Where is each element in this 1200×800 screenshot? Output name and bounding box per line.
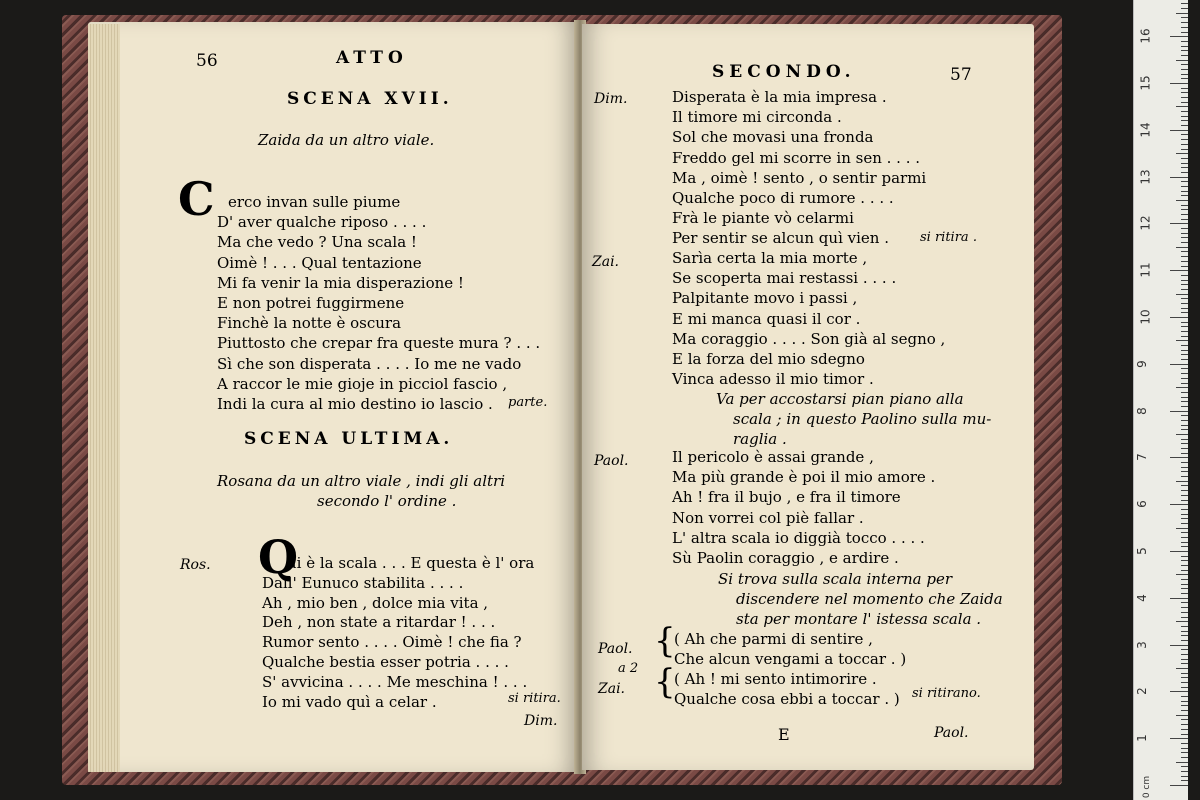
ruler-tick	[1181, 242, 1188, 243]
ruler-tick	[1181, 710, 1188, 711]
verse-line: erco invan sulle piume	[228, 193, 401, 211]
ruler-tick	[1181, 78, 1188, 79]
ruler-tick	[1181, 139, 1188, 140]
scene-last-title: SCENA ULTIMA.	[244, 429, 454, 449]
ruler-tick	[1181, 322, 1188, 323]
ruler-tick	[1181, 275, 1188, 276]
ruler-tick	[1181, 383, 1188, 384]
stage-direction-line: Si trova sulla scala interna per	[718, 570, 953, 588]
right-catchword: Paol.	[934, 725, 969, 741]
ruler-number: 3	[1134, 640, 1149, 649]
ruler-tick	[1181, 69, 1188, 70]
left-catchword: Dim.	[524, 713, 558, 729]
verse-line: Vinca adesso il mio timor .	[672, 370, 874, 389]
ruler-tick	[1181, 233, 1188, 234]
verse-line: D' aver qualche riposo . . . .	[217, 213, 427, 232]
ruler-tick	[1181, 74, 1188, 75]
verse-line: L' altra scala io diggià tocco . . . .	[672, 528, 925, 547]
ruler-tick	[1170, 598, 1188, 599]
ruler-tick	[1176, 481, 1188, 482]
ruler-tick	[1181, 476, 1188, 477]
verse-line: Qualche cosa ebbi a toccar . )	[674, 690, 900, 708]
ruler-tick	[1181, 280, 1188, 281]
duet-exit: si ritirano.	[912, 686, 981, 701]
ruler-tick	[1181, 705, 1188, 706]
ruler-tick	[1170, 691, 1188, 692]
ruler-tick	[1181, 448, 1188, 449]
ruler-tick	[1181, 8, 1188, 9]
ruler-tick	[1176, 294, 1188, 295]
ruler-tick	[1181, 607, 1188, 608]
ruler-tick	[1181, 640, 1188, 641]
ruler-tick	[1181, 214, 1188, 215]
ruler-tick	[1181, 500, 1188, 501]
ruler-tick	[1181, 439, 1188, 440]
ruler-tick	[1181, 429, 1188, 430]
ruler-tick	[1181, 757, 1188, 758]
verse-line: Freddo gel mi scorre in sen . . . .	[672, 148, 921, 167]
verse-line: Indi la cura al mio destino io lascio .	[217, 395, 493, 413]
ruler-tick	[1181, 462, 1188, 463]
ruler-tick	[1176, 762, 1188, 763]
verse-line: Io mi vado quì a celar .	[262, 692, 437, 711]
ruler-tick	[1176, 387, 1188, 388]
duet-speaker-1: Paol.	[598, 641, 633, 657]
ruler-tick	[1181, 88, 1188, 89]
verse-line: ui è la scala . . . E questa è l' ora	[287, 554, 535, 572]
right-running-head: SECONDO.	[712, 62, 856, 82]
ruler-tick	[1181, 326, 1188, 327]
ruler-tick	[1181, 420, 1188, 421]
ruler-tick	[1181, 331, 1188, 332]
verse-line: Piuttosto che crepar fra queste mura ? . . .	[217, 334, 541, 353]
ruler-tick	[1181, 392, 1188, 393]
signature-mark: E	[778, 725, 790, 744]
scene-last-direction-2: secondo l' ordine .	[317, 492, 457, 510]
ruler-tick	[1181, 41, 1188, 42]
verse-line: Sarìa certa la mia morte ,	[672, 249, 868, 267]
measuring-ruler	[1133, 0, 1188, 800]
ruler-tick	[1170, 738, 1188, 739]
ruler-tick	[1170, 457, 1188, 458]
ruler-tick	[1176, 13, 1188, 14]
ruler-tick	[1181, 46, 1188, 47]
ruler-tick	[1181, 565, 1188, 566]
ruler-tick	[1181, 780, 1188, 781]
ruler-tick	[1170, 36, 1188, 37]
verse-line: Il timore mi circonda .	[672, 108, 842, 127]
stage-direction-line: discendere nel momento che Zaida	[736, 590, 1003, 608]
duet-a2: a 2	[618, 661, 639, 676]
ruler-tick	[1181, 752, 1188, 753]
ruler-tick	[1181, 378, 1188, 379]
ruler-number: 10	[1138, 309, 1153, 325]
ruler-tick	[1181, 256, 1188, 257]
ruler-tick	[1181, 111, 1188, 112]
ruler-number: 2	[1134, 687, 1149, 696]
scene-17-exit: parte.	[508, 395, 548, 410]
ruler-tick	[1181, 251, 1188, 252]
ruler-tick	[1181, 64, 1188, 65]
ruler-tick	[1181, 654, 1188, 655]
verse-line: E non potrei fuggirmene	[217, 294, 405, 312]
ruler-number: 12	[1138, 215, 1153, 232]
ruler-unit: 0 cm	[1142, 775, 1153, 799]
verse-line: S' avvicina . . . . Me meschina ! . . .	[262, 672, 528, 691]
ruler-number: 11	[1138, 262, 1153, 278]
verse-line: Mi fa venir la mia disperazione !	[217, 273, 464, 292]
verse-line: Non vorrei col piè fallar .	[672, 508, 864, 527]
ruler-tick	[1181, 289, 1188, 290]
ruler-tick	[1181, 308, 1188, 309]
ruler-tick	[1181, 144, 1188, 145]
ruler-tick	[1181, 556, 1188, 557]
ruler-number: 5	[1134, 547, 1149, 555]
ruler-tick	[1181, 163, 1188, 164]
ruler-tick	[1181, 719, 1188, 720]
ruler-tick	[1181, 186, 1188, 187]
ruler-tick	[1170, 317, 1188, 318]
left-page-number: 56	[196, 51, 218, 71]
verse-line: Che alcun vengami a toccar . )	[674, 650, 907, 668]
verse-line: Sì che son disperata . . . . Io me ne vado	[217, 354, 522, 373]
ruler-tick	[1181, 588, 1188, 589]
ruler-tick	[1181, 345, 1188, 346]
ruler-tick	[1176, 60, 1188, 61]
ruler-tick	[1181, 350, 1188, 351]
ruler-tick	[1181, 471, 1188, 472]
ruler-tick	[1181, 659, 1188, 660]
ruler-tick	[1181, 55, 1188, 56]
ruler-tick	[1181, 359, 1188, 360]
ruler-tick	[1181, 125, 1188, 126]
ruler-tick	[1181, 373, 1188, 374]
ruler-tick	[1181, 546, 1188, 547]
ruler-tick	[1181, 172, 1188, 173]
ruler-number: 4	[1134, 593, 1149, 602]
ruler-number: 16	[1138, 28, 1153, 44]
ruler-tick	[1181, 734, 1188, 735]
dim-exit: si ritira .	[920, 230, 977, 245]
ruler-tick	[1176, 434, 1188, 435]
ruler-tick	[1181, 284, 1188, 285]
ruler-tick	[1181, 181, 1188, 182]
scene-17-title: SCENA XVII.	[287, 89, 453, 109]
ruler-tick	[1181, 228, 1188, 229]
ruler-tick	[1181, 27, 1188, 28]
ruler-tick	[1176, 106, 1188, 107]
stage-direction-line: raglia .	[733, 430, 787, 448]
ruler-number: 15	[1138, 75, 1153, 91]
ruler-tick	[1181, 158, 1188, 159]
ruler-tick	[1170, 223, 1188, 224]
ruler-tick	[1181, 97, 1188, 98]
ruler-tick	[1181, 467, 1188, 468]
ruler-tick	[1181, 612, 1188, 613]
stage-direction-line: sta per montare l' istessa scala .	[736, 610, 982, 628]
page-edges	[88, 24, 120, 772]
verse-line: Ah ! fra il bujo , e fra il timore	[672, 488, 901, 507]
stage-direction-line: Va per accostarsi pian piano alla	[716, 390, 964, 408]
ruler-tick	[1170, 177, 1188, 178]
right-page-number: 57	[950, 65, 972, 85]
verse-line: Per sentir se alcun quì vien .	[672, 229, 889, 248]
verse-line: Ah , mio ben , dolce mia vita ,	[262, 593, 489, 612]
ruler-tick	[1181, 453, 1188, 454]
verse-line: Finchè la notte è oscura	[217, 314, 402, 333]
ruler-tick	[1181, 509, 1188, 510]
ruler-tick	[1181, 729, 1188, 730]
ruler-tick	[1181, 514, 1188, 515]
ros-exit: si ritira.	[508, 691, 561, 706]
ruler-tick	[1181, 537, 1188, 538]
ruler-tick	[1170, 551, 1188, 552]
verse-line: ( Ah ! mi sento intimorire .	[674, 670, 877, 688]
verse-line: Se scoperta mai restassi . . . .	[672, 269, 897, 288]
ruler-tick	[1181, 205, 1188, 206]
ruler-tick	[1176, 200, 1188, 201]
ruler-tick	[1170, 645, 1188, 646]
verse-line: Ma più grande è poi il mio amore .	[672, 468, 936, 487]
verse-line: ( Ah che parmi di sentire ,	[674, 630, 873, 648]
ruler-tick	[1181, 523, 1188, 524]
ruler-tick	[1181, 490, 1188, 491]
ruler-tick	[1176, 528, 1188, 529]
ruler-tick	[1181, 312, 1188, 313]
ruler-tick	[1181, 593, 1188, 594]
ruler-tick	[1181, 167, 1188, 168]
ruler-tick	[1176, 153, 1188, 154]
ruler-number: 9	[1134, 359, 1149, 368]
verse-line: Ma coraggio . . . . Son già al segno ,	[672, 329, 946, 348]
ruler-tick	[1181, 560, 1188, 561]
ruler-tick	[1181, 748, 1188, 749]
verse-line: Qualche bestia esser potria . . . .	[262, 653, 509, 671]
ruler-tick	[1181, 485, 1188, 486]
verse-line: Palpitante movo i passi ,	[672, 289, 858, 308]
ruler-tick	[1181, 237, 1188, 238]
ruler-tick	[1181, 771, 1188, 772]
ruler-number: 14	[1138, 122, 1153, 138]
ruler-tick	[1181, 397, 1188, 398]
verse-line: Sol che movasi una fronda	[672, 128, 874, 147]
scene-17-dropcap: C	[178, 172, 215, 226]
ruler-tick	[1181, 682, 1188, 683]
brace-2: {	[654, 662, 676, 702]
ruler-tick	[1181, 443, 1188, 444]
speaker-ros: Ros.	[180, 557, 211, 573]
ruler-tick	[1181, 696, 1188, 697]
ruler-tick	[1170, 785, 1188, 786]
brace-1: {	[654, 621, 676, 661]
verse-line: Ma , oimè ! sento , o sentir parmi	[672, 168, 927, 187]
ruler-tick	[1181, 701, 1188, 702]
ruler-tick	[1181, 3, 1188, 4]
ruler-tick	[1181, 570, 1188, 571]
ruler-tick	[1181, 336, 1188, 337]
ruler-tick	[1181, 298, 1188, 299]
left-running-head: ATTO	[336, 48, 408, 68]
verse-line: Disperata è la mia impresa .	[672, 88, 887, 106]
verse-line: Qualche poco di rumore . . . .	[672, 189, 894, 207]
ruler-tick	[1181, 776, 1188, 777]
ruler-tick	[1170, 130, 1188, 131]
ruler-tick	[1181, 663, 1188, 664]
ruler-tick	[1181, 261, 1188, 262]
ruler-tick	[1176, 340, 1188, 341]
verse-line: Sù Paolin coraggio , e ardire .	[672, 549, 899, 567]
speaker-dim: Dim.	[594, 91, 628, 107]
ruler-tick	[1181, 32, 1188, 33]
ruler-tick	[1181, 425, 1188, 426]
ruler-tick	[1176, 574, 1188, 575]
verse-line: E mi manca quasi il cor .	[672, 309, 861, 328]
ruler-tick	[1170, 504, 1188, 505]
ruler-tick	[1170, 411, 1188, 412]
ruler-tick	[1181, 542, 1188, 543]
ruler-tick	[1176, 621, 1188, 622]
ruler-tick	[1181, 673, 1188, 674]
ruler-tick	[1181, 518, 1188, 519]
verse-line: Frà le piante vò celarmi	[672, 209, 854, 228]
ruler-tick	[1181, 102, 1188, 103]
ruler-tick	[1181, 687, 1188, 688]
ruler-tick	[1181, 50, 1188, 51]
verse-line: Oimè ! . . . Qual tentazione	[217, 253, 422, 272]
verse-line: Deh , non state a ritardar ! . . .	[262, 613, 496, 632]
ruler-tick	[1181, 617, 1188, 618]
ruler-tick	[1170, 83, 1188, 84]
ruler-tick	[1181, 677, 1188, 678]
ruler-tick	[1181, 635, 1188, 636]
ruler-number: 13	[1138, 168, 1153, 185]
ruler-tick	[1170, 364, 1188, 365]
ruler-tick	[1181, 219, 1188, 220]
duet-speaker-2: Zai.	[598, 681, 626, 697]
speaker-zai: Zai.	[592, 254, 620, 270]
ruler-tick	[1181, 579, 1188, 580]
ruler-tick	[1181, 602, 1188, 603]
ruler-number: 6	[1134, 500, 1149, 509]
stage-direction-line: scala ; in questo Paolino sulla mu-	[733, 410, 992, 428]
verse-line: Il pericolo è assai grande ,	[672, 448, 874, 466]
verse-line: A raccor le mie gioje in picciol fascio ,	[217, 374, 508, 393]
verse-line: Ma che vedo ? Una scala !	[217, 233, 417, 252]
ruler-tick	[1181, 406, 1188, 407]
ruler-tick	[1176, 668, 1188, 669]
ruler-tick	[1181, 17, 1188, 18]
ruler-tick	[1181, 401, 1188, 402]
ruler-tick	[1181, 368, 1188, 369]
verse-line: Rumor sento . . . . Oimè ! che fia ?	[262, 633, 522, 652]
ruler-tick	[1181, 191, 1188, 192]
ruler-tick	[1181, 584, 1188, 585]
ruler-tick	[1181, 766, 1188, 767]
ruler-number: 1	[1134, 734, 1149, 743]
ruler-number: 7	[1134, 453, 1149, 462]
ruler-tick	[1176, 715, 1188, 716]
ruler-tick	[1181, 22, 1188, 23]
ruler-tick	[1170, 270, 1188, 271]
speaker-paol: Paol.	[594, 453, 629, 469]
ruler-tick	[1181, 195, 1188, 196]
verse-line: E la forza del mio sdegno	[672, 350, 865, 368]
ruler-tick	[1181, 415, 1188, 416]
verse-line: Dall' Eunuco stabilita . . . .	[262, 573, 464, 592]
ruler-tick	[1181, 209, 1188, 210]
scene-17-direction: Zaida da un altro viale.	[258, 131, 435, 149]
ruler-tick	[1181, 631, 1188, 632]
ruler-tick	[1181, 724, 1188, 725]
ros-dropcap: Q	[258, 530, 299, 584]
ruler-tick	[1181, 303, 1188, 304]
ruler-tick	[1181, 266, 1188, 267]
ruler-tick	[1181, 495, 1188, 496]
ruler-tick	[1181, 743, 1188, 744]
ruler-tick	[1181, 120, 1188, 121]
ruler-tick	[1181, 134, 1188, 135]
scene-last-direction-1: Rosana da un altro viale , indi gli altri	[217, 472, 505, 490]
ruler-number: 8	[1134, 406, 1149, 415]
ruler-tick	[1181, 116, 1188, 117]
ruler-tick	[1176, 247, 1188, 248]
ruler-tick	[1181, 149, 1188, 150]
ruler-tick	[1181, 92, 1188, 93]
ruler-tick	[1181, 649, 1188, 650]
ruler-tick	[1181, 626, 1188, 627]
ruler-tick	[1181, 354, 1188, 355]
ruler-tick	[1181, 532, 1188, 533]
